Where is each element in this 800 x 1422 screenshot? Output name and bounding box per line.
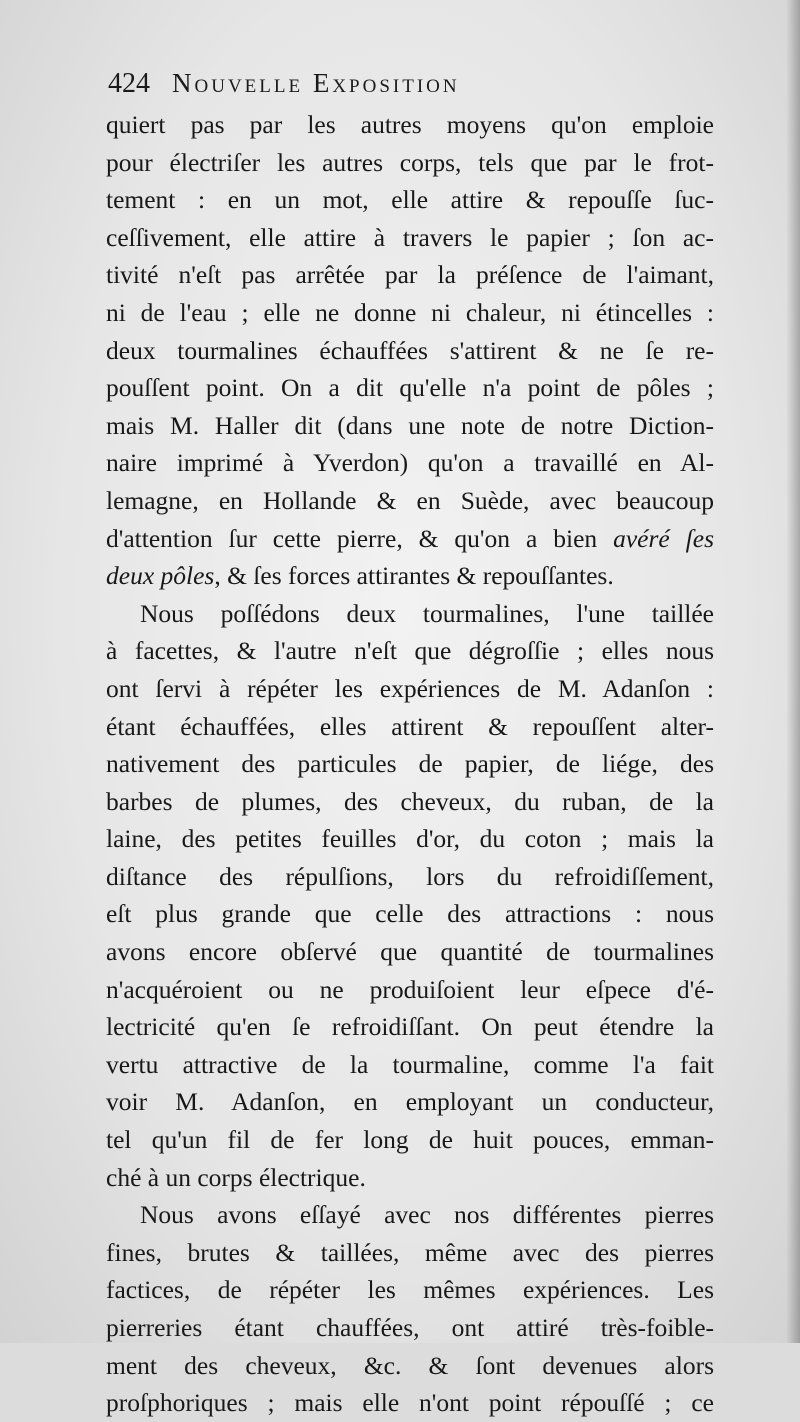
text-line: proſphoriques ; mais elle n'ont point répouſſé ; ce <box>106 1388 714 1418</box>
text-line <box>106 520 714 558</box>
text-line: deux tourmalines échauffées s'attirent & ne ſe re- <box>106 335 714 365</box>
body-text <box>106 106 714 1422</box>
text-line: vertu attractive de la tourmaline, comme l'a fait <box>106 1049 714 1079</box>
text-line: ché à un corps électrique. <box>106 1162 366 1192</box>
text-line: nativement des particules de papier, de liége, des <box>106 749 714 779</box>
text-line-start: d'attention ſur cette pierre, & qu'on a bien <box>106 523 598 553</box>
text-line: voir M. Adanſon, en employant un conducteur, <box>106 1087 714 1117</box>
text-line: avons encore obſervé que quantité de tourmalines <box>106 937 714 967</box>
paragraph-start-line: Nous poſſédons deux tourmalines, l'une taillée <box>140 598 714 628</box>
text-line: mais M. Haller dit (dans une note de notre Diction- <box>106 410 714 440</box>
text-line-end: , & ſes forces attirantes & repouſſantes. <box>214 561 614 591</box>
text-line: ment des cheveux, &c. & ſont devenues alors <box>106 1350 714 1380</box>
text-line: ont ſervi à répéter les expériences de M. Adanſon : <box>106 673 714 703</box>
text-line: n'acquéroient ou ne produiſoient leur eſpece d'é- <box>106 974 714 1004</box>
running-title: Nouvelle Exposition <box>172 68 460 98</box>
text-line: tement : en un mot, elle attire & repouſſe ſuc- <box>106 185 714 215</box>
running-head <box>108 68 728 108</box>
text-line: diſtance des répulſions, lors du refroidiſſement, <box>106 861 714 891</box>
text-line: lectricité qu'en ſe refroidiſſant. On peut étendre la <box>106 1012 714 1042</box>
text-line: à facettes, & l'autre n'eſt que dégroſſie ; elles nous <box>106 636 714 666</box>
text-line: ceſſivement, elle attire à travers le papier ; ſon ac- <box>106 222 714 252</box>
text-line: factices, de répéter les mêmes expériences. Les <box>106 1275 714 1305</box>
text-line: tel qu'un fil de fer long de huit pouces, emman- <box>106 1125 714 1155</box>
text-line <box>106 557 714 595</box>
text-line: lemagne, en Hollande & en Suède, avec beaucoup <box>106 485 714 515</box>
italic-phrase: avéré ſes <box>613 523 714 553</box>
text-line: barbes de plumes, des cheveux, du ruban, de la <box>106 786 714 816</box>
text-line: pierreries étant chauffées, ont attiré très-foible- <box>106 1313 714 1342</box>
page-edge-shadow <box>786 0 800 1343</box>
text-line: laine, des petites feuilles d'or, du coton ; mais la <box>106 824 714 854</box>
text-line: pouſſent point. On a dit qu'elle n'a point de pôles ; <box>106 373 714 403</box>
text-line: étant échauffées, elles attirent & repouſſent alter- <box>106 711 714 741</box>
text-line: naire imprimé à Yverdon) qu'on a travaillé en Al- <box>106 448 714 478</box>
text-line: ni de l'eau ; elle ne donne ni chaleur, ni étincelles : <box>106 297 714 327</box>
text-line: fines, brutes & taillées, même avec des pierres <box>106 1237 714 1267</box>
text-line: tivité n'eſt pas arrêtée par la préſence de l'aimant, <box>106 260 714 290</box>
text-line: eſt plus grande que celle des attractions : nous <box>106 899 714 929</box>
text-line: pour électriſer les autres corps, tels que par le frot- <box>106 147 714 177</box>
italic-phrase: deux pôles <box>106 561 215 591</box>
page-number: 424 <box>108 68 150 99</box>
paragraph-start-line: Nous avons eſſayé avec nos différentes pierres <box>140 1200 714 1230</box>
text-line: quiert pas par les autres moyens qu'on emploie <box>106 110 714 139</box>
